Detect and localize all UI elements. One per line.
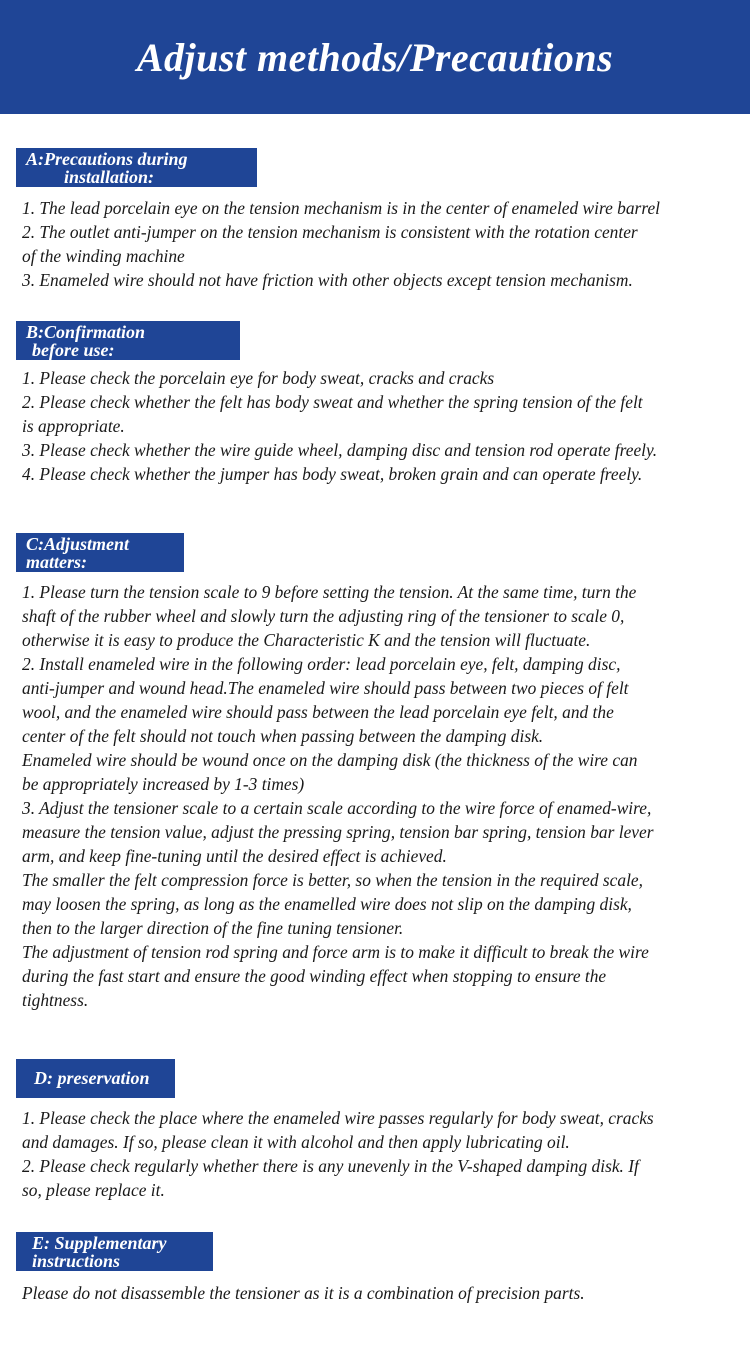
text-line: 3. Enameled wire should not have friction with other objects except tension mechanism.	[22, 270, 633, 290]
header-banner	[0, 0, 750, 114]
text-line: The smaller the felt compression force is better, so when the tension in the required scale,	[22, 870, 643, 890]
text-line: Please do not disassemble the tensioner as it is a combination of precision parts.	[22, 1283, 585, 1303]
section-c-body	[22, 580, 744, 1012]
text-line: The adjustment of tension rod spring and force arm is to make it difficult to break the wire	[22, 942, 649, 962]
section-d-heading-line1: D: preservation	[34, 1068, 150, 1088]
section-a-heading	[16, 148, 257, 187]
text-line: during the fast start and ensure the good winding effect when stopping to ensure the	[22, 966, 607, 986]
text-line: and damages. If so, please clean it with alcohol and then apply lubricating oil.	[22, 1132, 570, 1152]
section-a-body	[22, 196, 744, 292]
text-line: so, please replace it.	[22, 1180, 165, 1200]
section-a-heading-line2: installation:	[64, 167, 155, 187]
section-c-heading	[16, 533, 184, 572]
section-d-body	[22, 1106, 744, 1202]
text-line: tightness.	[22, 990, 89, 1010]
text-line: 1. Please check the porcelain eye for body sweat, cracks and cracks	[22, 368, 495, 388]
text-line: otherwise it is easy to produce the Characteristic K and the tension will fluctuate.	[22, 630, 591, 650]
section-b-heading	[16, 321, 240, 360]
text-line: 2. The outlet anti-jumper on the tension mechanism is consistent with the rotation center	[22, 222, 638, 242]
text-line: measure the tension value, adjust the pressing spring, tension bar spring, tension bar lever	[22, 822, 654, 842]
section-e-heading	[16, 1232, 213, 1271]
text-line: 3. Please check whether the wire guide wheel, damping disc and tension rod operate freely.	[22, 440, 658, 460]
section-e-body	[22, 1281, 744, 1305]
text-line: then to the larger direction of the fine tuning tensioner.	[22, 918, 404, 938]
page-title: Adjust methods/Precautions	[136, 35, 614, 80]
text-line: 2. Please check whether the felt has body sweat and whether the spring tension of the felt	[22, 392, 643, 412]
section-e-heading-line2: instructions	[32, 1251, 121, 1271]
text-line: is appropriate.	[22, 416, 125, 436]
text-line: Enameled wire should be wound once on the damping disk (the thickness of the wire can	[22, 750, 638, 770]
text-line: 1. Please check the place where the enameled wire passes regularly for body sweat, cracks	[22, 1108, 654, 1128]
section-b-body	[22, 366, 744, 486]
section-c-heading-line1: C:Adjustment	[26, 534, 130, 554]
section-c-heading-line2: matters:	[26, 552, 87, 572]
text-line: arm, and keep fine-tuning until the desired effect is achieved.	[22, 846, 447, 866]
text-line: 1. The lead porcelain eye on the tension mechanism is in the center of enameled wire barrel	[22, 198, 660, 218]
text-line: 1. Please turn the tension scale to 9 before setting the tension. At the same time, turn the	[22, 582, 637, 602]
text-line: 4. Please check whether the jumper has body sweat, broken grain and can operate freely.	[22, 464, 643, 484]
text-line: 3. Adjust the tensioner scale to a certain scale according to the wire force of enamed-wire,	[22, 798, 652, 818]
text-line: of the winding machine	[22, 246, 185, 266]
text-line: 2. Install enameled wire in the following order: lead porcelain eye, felt, damping disc,	[22, 654, 621, 674]
section-b-heading-line1: B:Confirmation	[26, 322, 146, 342]
section-e-heading-line1: E: Supplementary	[32, 1233, 167, 1253]
text-line: wool, and the enameled wire should pass between the lead porcelain eye felt, and the	[22, 702, 614, 722]
text-line: 2. Please check regularly whether there is any unevenly in the V-shaped damping disk. If	[22, 1156, 639, 1176]
text-line: shaft of the rubber wheel and slowly turn the adjusting ring of the tensioner to scale 0,	[22, 606, 625, 626]
section-a-heading-line1: A:Precautions during	[26, 149, 188, 169]
section-b-heading-line2: before use:	[32, 340, 115, 360]
text-line: may loosen the spring, as long as the enamelled wire does not slip on the damping disk,	[22, 894, 632, 914]
text-line: center of the felt should not touch when passing between the damping disk.	[22, 726, 544, 746]
text-line: anti-jumper and wound head.The enameled wire should pass between two pieces of felt	[22, 678, 629, 698]
section-d-heading	[16, 1059, 175, 1098]
text-line: be appropriately increased by 1-3 times)	[22, 774, 305, 794]
